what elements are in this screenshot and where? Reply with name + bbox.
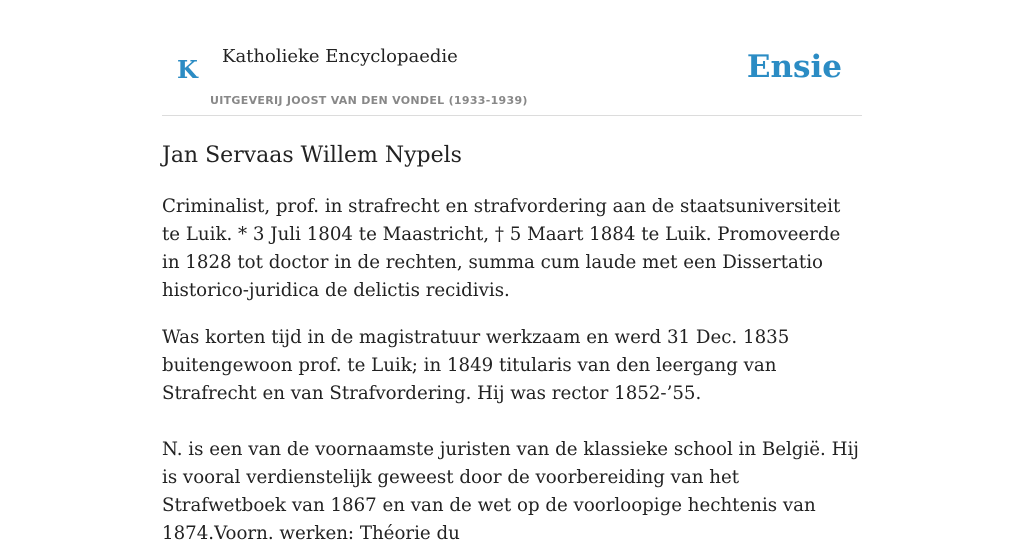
content-column xyxy=(162,0,862,548)
article-title: Jan Servaas Willem Nypels xyxy=(162,143,462,168)
article-paragraph: Criminalist, prof. in strafrecht en strafvordering aan de staatsuniversiteit te Luik. * 3 Juli 1804 te Maastricht, † 5 Maart 1884 te Luik. Promoveerde in 1828 tot doctor in de rechten, summa cum laude met een Dissertatio historico-juridica de delictis recidivis. xyxy=(162,196,841,301)
publisher-subtitle: UITGEVERIJ JOOST VAN DEN VONDEL (1933-1939) xyxy=(210,94,528,107)
site-title[interactable]: Katholieke Encyclopaedie xyxy=(222,46,458,67)
ensie-brand-logo[interactable]: Ensie xyxy=(746,49,842,85)
article-paragraph: N. is een van de voornaamste juristen van de klassieke school in België. Hij is vooral verdienstelijk geweest door de voorbereiding van het Strafwetboek van 1867 en van de wet op de voorloopige hechtenis van 1874.Voorn. werken: Théorie du xyxy=(162,439,859,544)
site-header xyxy=(162,0,862,116)
logo-k-icon[interactable]: K xyxy=(177,55,198,84)
article-paragraph: Was korten tijd in de magistratuur werkzaam en werd 31 Dec. 1835 buitengewoon prof. te Luik; in 1849 titularis van den leergang van Strafrecht en van Strafvordering. Hij was rector 1852-’55. xyxy=(162,327,790,404)
